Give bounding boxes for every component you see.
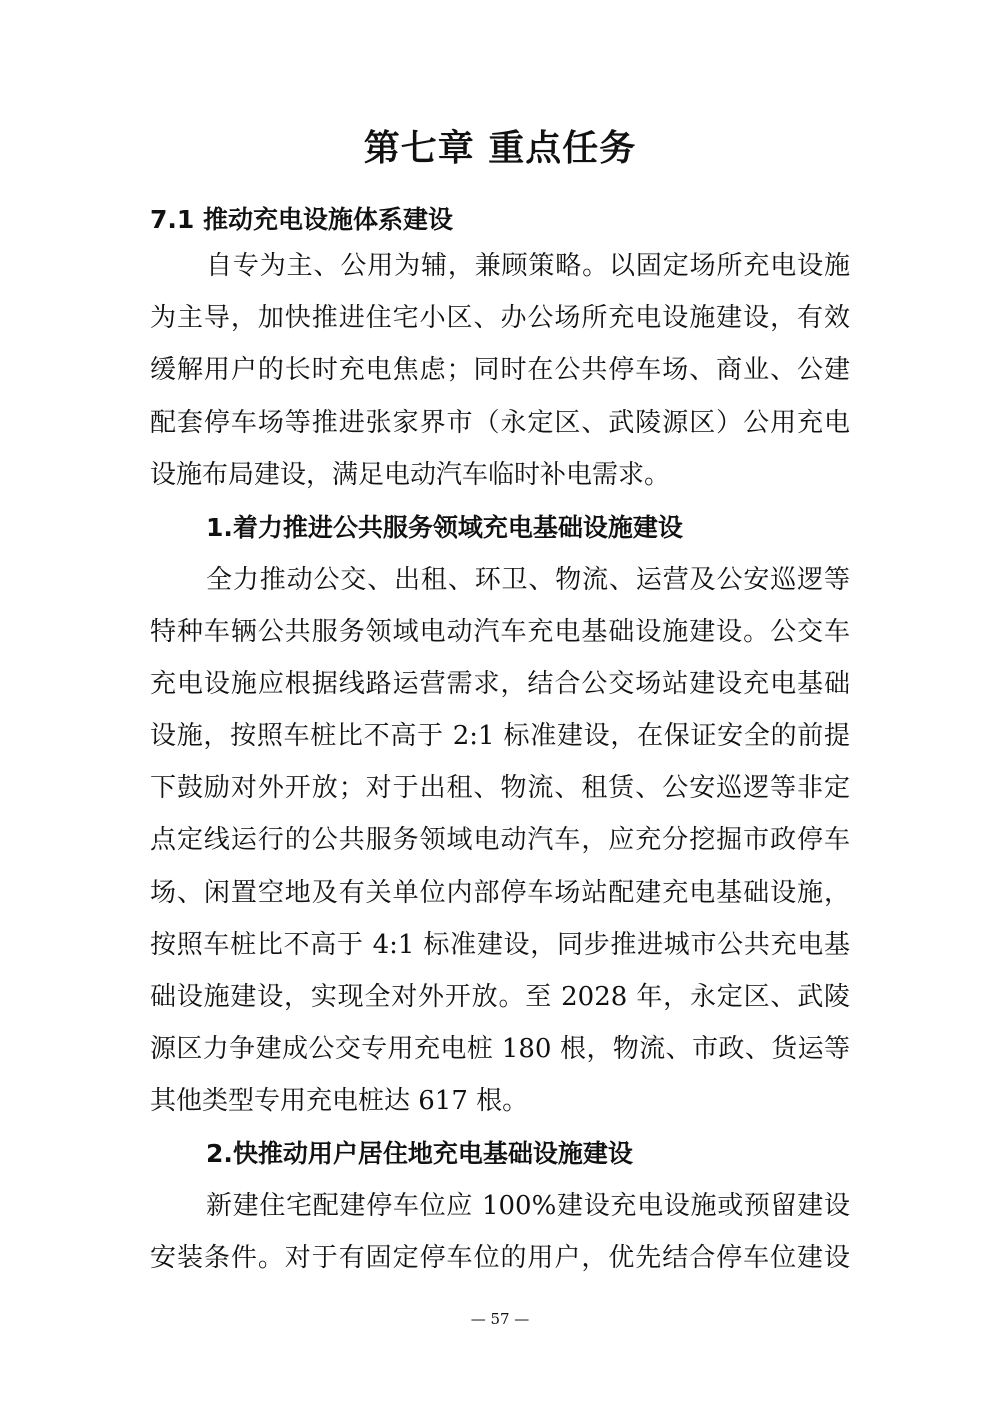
page-number: — 57 —: [470, 1310, 530, 1328]
paragraph-line: 源区力争建成公交专用充电桩 180 根，物流、市政、货运等: [150, 1034, 850, 1064]
section-heading: 7.1 推动充电设施体系建设: [150, 205, 453, 234]
paragraph-line: 缓解用户的长时充电焦虑；同时在公共停车场、商业、公建: [150, 355, 850, 385]
paragraph-line: 下鼓励对外开放；对于出租、物流、租赁、公安巡逻等非定: [150, 773, 850, 803]
subsection-heading-2: 2.快推动用户居住地充电基础设施建设: [206, 1139, 633, 1168]
chapter-title: 第七章 重点任务: [363, 128, 637, 169]
subsection-heading-1: 1.着力推进公共服务领域充电基础设施建设: [206, 513, 683, 542]
paragraph-line: 安装条件。对于有固定停车位的用户，优先结合停车位建设: [150, 1243, 850, 1273]
paragraph-line: 充电设施应根据线路运营需求，结合公交场站建设充电基础: [150, 669, 850, 699]
paragraph-line: 其他类型专用充电桩达 617 根。: [150, 1086, 529, 1116]
paragraph-line: 场、闲置空地及有关单位内部停车场站配建充电基础设施，: [150, 878, 850, 908]
paragraph-line: 按照车桩比不高于 4:1 标准建设，同步推进城市公共充电基: [150, 930, 850, 960]
paragraph-line: 全力推动公交、出租、环卫、物流、运营及公安巡逻等: [206, 565, 850, 595]
paragraph-line: 特种车辆公共服务领域电动汽车充电基础设施建设。公交车: [150, 617, 850, 647]
paragraph-line: 新建住宅配建停车位应 100%建设充电设施或预留建设: [206, 1191, 850, 1221]
paragraph-line: 为主导，加快推进住宅小区、办公场所充电设施建设，有效: [150, 303, 850, 333]
paragraph-line: 配套停车场等推进张家界市（永定区、武陵源区）公用充电: [150, 408, 850, 438]
paragraph-line: 自专为主、公用为辅，兼顾策略。以固定场所充电设施: [206, 251, 850, 281]
paragraph-line: 点定线运行的公共服务领域电动汽车，应充分挖掘市政停车: [150, 825, 850, 855]
paragraph-line: 础设施建设，实现全对外开放。至 2028 年，永定区、武陵: [150, 982, 850, 1012]
paragraph-line: 设施布局建设，满足电动汽车临时补电需求。: [150, 460, 671, 490]
paragraph-line: 设施，按照车桩比不高于 2:1 标准建设，在保证安全的前提: [150, 721, 850, 751]
